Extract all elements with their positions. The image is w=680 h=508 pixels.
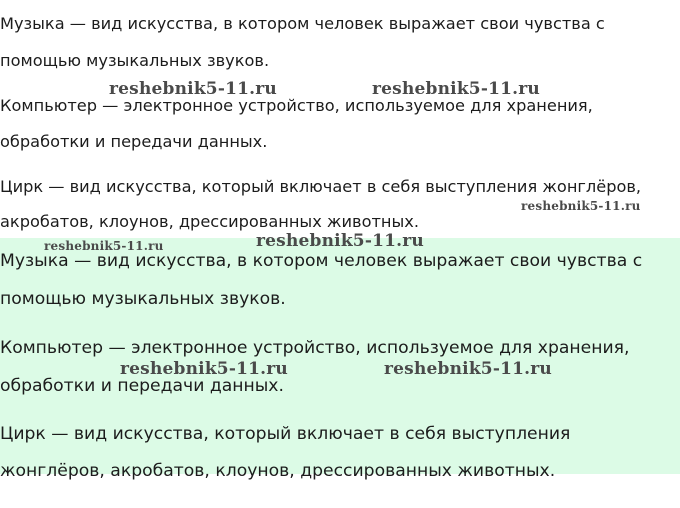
watermark: reshebnik5-11.ru <box>384 359 552 379</box>
top-line-6: акробатов, клоунов, дрессированных животных. <box>0 212 419 231</box>
top-line-5: Цирк — вид искусства, который включает в себя выступления жонглёров, <box>0 177 642 196</box>
top-line-3: Компьютер — электронное устройство, используемое для хранения, <box>0 96 593 115</box>
watermark: reshebnik5-11.ru <box>521 199 641 213</box>
watermark: reshebnik5-11.ru <box>44 239 164 253</box>
watermark: reshebnik5-11.ru <box>256 231 424 251</box>
top-line-4: обработки и передачи данных. <box>0 132 268 151</box>
bottom-line-5: Цирк — вид искусства, который включает в себя выступления <box>0 424 571 444</box>
bottom-line-4: обработки и передачи данных. <box>0 376 284 396</box>
bottom-line-1: Музыка — вид искусства, в котором человек выражает свои чувства с <box>0 251 643 271</box>
watermark: reshebnik5-11.ru <box>120 359 288 379</box>
bottom-line-6: жонглёров, акробатов, клоунов, дрессированных животных. <box>0 461 556 481</box>
watermark: reshebnik5-11.ru <box>109 79 277 99</box>
watermark: reshebnik5-11.ru <box>372 79 540 99</box>
bottom-line-3: Компьютер — электронное устройство, используемое для хранения, <box>0 338 630 358</box>
top-line-1: Музыка — вид искусства, в котором человек выражает свои чувства с <box>0 14 605 33</box>
bottom-line-2: помощью музыкальных звуков. <box>0 289 286 309</box>
top-line-2: помощью музыкальных звуков. <box>0 51 270 70</box>
